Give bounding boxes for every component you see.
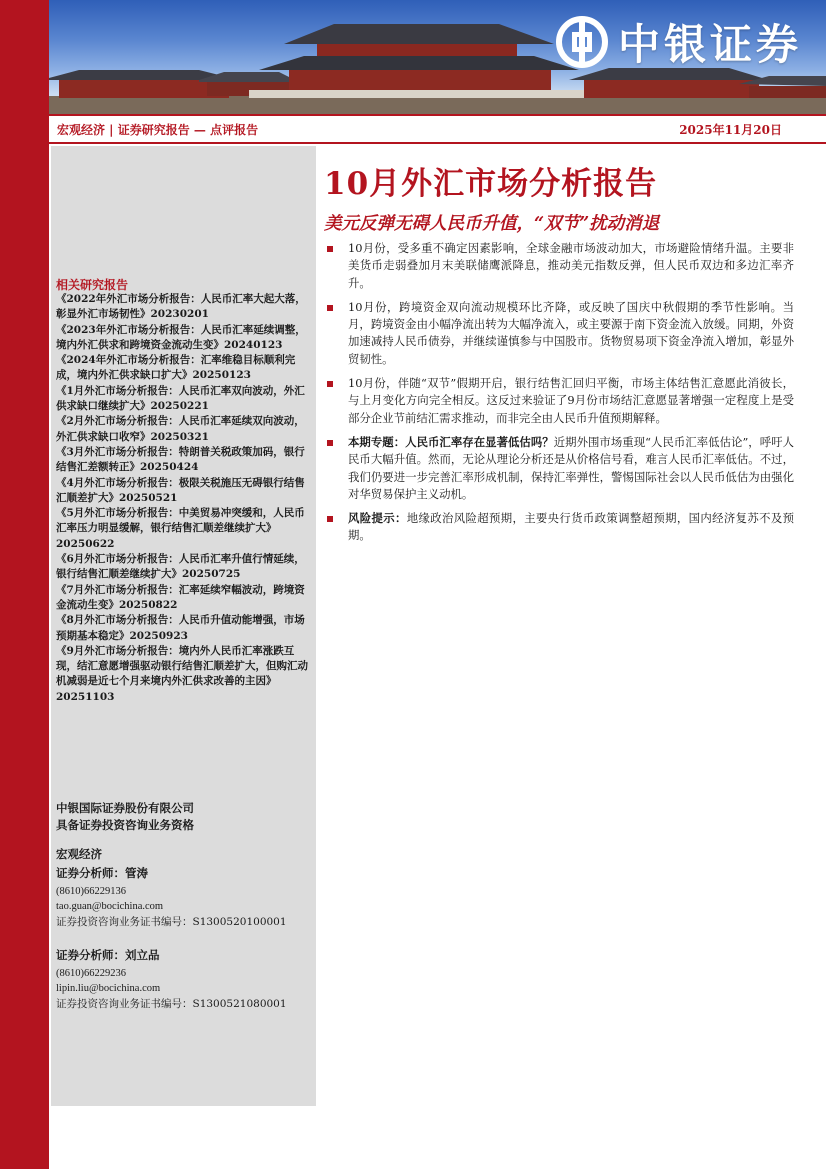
- left-accent-bar: [0, 0, 49, 1169]
- boc-logo-icon: [556, 16, 608, 68]
- bullet-square-icon: [327, 246, 333, 252]
- analyst-email[interactable]: lipin.liu@bocichina.com: [56, 983, 161, 994]
- sector-label: 宏观经济: [56, 847, 102, 861]
- key-point: [324, 299, 794, 368]
- report-title: 10月外汇市场分析报告: [324, 166, 658, 202]
- key-point: [324, 510, 794, 545]
- analyst-email[interactable]: tao.guan@bocichina.com: [56, 901, 164, 912]
- breadcrumb: 宏观经济 | 证券研究报告 — 点评报告: [57, 123, 259, 137]
- key-point: [324, 375, 794, 427]
- header-rule-top: [49, 114, 826, 116]
- key-point-text: 10月份，受多重不确定因素影响，全球金融市场波动加大，市场避险情绪升温。主要非美货币走弱叠加月末美联储鹰派降息，推动美元指数反弹，但人民币双边和多边汇率齐升。: [348, 241, 794, 290]
- key-point-text: 近期外围市场重现“人民币汇率低估论”，呼吁人民币大幅升值。然而，无论从理论分析还是从价格信号看，难言人民币汇率低估。不过，我们仍要进一步完善汇率形成机制，保持汇率弹性，警惕国际社会以人民币低估为由强化对华贸易保护主义动机。: [348, 434, 794, 501]
- related-report-item: 《1月外汇市场分析报告：人民币汇率双向波动，外汇供求缺口继续扩大》20250221: [56, 384, 305, 413]
- related-report-item: 《8月外汇市场分析报告：人民币升值动能增强，市场预期基本稳定》20250923: [56, 614, 305, 642]
- key-point-text: 地缘政治风险超预期，主要央行货币政策调整超预期，国内经济复苏不及预期。: [348, 511, 794, 543]
- company-name: 中银国际证券股份有限公司: [56, 801, 194, 815]
- related-report-item: 《2022年外汇市场分析报告：人民币汇率大起大落，彰显外汇市场韧性》20230201: [56, 293, 306, 321]
- key-point-lead: 本期专题：人民币汇率存在显著低估吗？: [348, 434, 554, 449]
- analyst-card: [56, 866, 312, 930]
- key-points-list: [324, 240, 794, 552]
- analyst-phone: (8610)66229236: [56, 967, 126, 979]
- related-report-item: 《2023年外汇市场分析报告：人民币汇率延续调整，境内外汇供求和跨境资金流动生变》20240123: [56, 323, 306, 351]
- brand-name: 中银证券: [617, 20, 802, 69]
- related-report-item: 《9月外汇市场分析报告：境内外人民币汇率涨跌互现，结汇意愿增强驱动银行结售汇顺差扩大，但购汇动机减弱是近七个月来境内外汇供求改善的主因》20251103: [56, 644, 308, 703]
- bullet-square-icon: [327, 381, 333, 387]
- bullet-square-icon: [327, 305, 333, 311]
- key-point-text: 10月份，跨境资金双向流动规模环比齐降，或反映了国庆中秋假期的季节性影响。当月，跨境资金由小幅净流出转为大幅净流入，或主要源于南下资金流入放缓。同期，外资加速减持人民币债券，并继续谨慎参与中国股市。货物贸易项下资金净流入增加，彰显外贸韧性。: [348, 299, 794, 366]
- key-point: [324, 434, 794, 503]
- related-report-item: 《4月外汇市场分析报告：极限关税施压无碍银行结售汇顺差扩大》20250521: [56, 476, 305, 504]
- analyst-cert: 证券投资咨询业务证书编号：S1300521080001: [56, 997, 287, 1010]
- related-report-item: 《2月外汇市场分析报告：人民币汇率延续双向波动，外汇供求缺口收窄》20250321: [56, 415, 305, 443]
- related-report-item: 《6月外汇市场分析报告：人民币汇率升值行情延续，银行结售汇顺差继续扩大》20250725: [56, 553, 305, 581]
- key-point-lead: 风险提示：: [348, 511, 407, 526]
- related-reports-list: [56, 292, 312, 705]
- header-rule-bottom: [49, 142, 826, 144]
- related-report-item: 《2024年外汇市场分析报告：汇率维稳目标顺利完成，境内外汇供求缺口扩大》20250123: [56, 354, 296, 382]
- key-point: [324, 240, 794, 292]
- related-report-item: 《5月外汇市场分析报告：中美贸易冲突缓和，人民币汇率压力明显缓解，银行结售汇顺差继续扩大》20250622: [56, 507, 305, 550]
- bullet-square-icon: [327, 440, 333, 446]
- company-qualification: 具备证券投资咨询业务资格: [56, 818, 194, 832]
- analyst-card: [56, 948, 312, 1012]
- related-report-item: 《7月外汇市场分析报告：汇率延续窄幅波动，跨境资金流动生变》20250822: [56, 583, 305, 611]
- analyst-cert: 证券投资咨询业务证书编号：S1300520100001: [56, 915, 287, 928]
- company-info: [56, 800, 312, 863]
- bullet-square-icon: [327, 516, 333, 522]
- analyst-phone: (8610)66229136: [56, 885, 126, 897]
- related-report-item: 《3月外汇市场分析报告：特朗普关税政策加码，银行结售汇差额转正》20250424: [56, 445, 305, 474]
- analyst-name: 证券分析师：管涛: [56, 866, 148, 880]
- key-point-text: 10月份，伴随“双节”假期开启，银行结售汇回归平衡，市场主体结售汇意愿此消彼长，与上月变化方向完全相反。这反过来验证了9月份市场结汇意愿显著增强一定程度上是受部分企业节前结汇需求推动，而非完全由人民币升值预期解释。: [348, 376, 794, 425]
- header-strip: [49, 118, 826, 142]
- brand-logo: [556, 12, 802, 72]
- report-date: 2025年11月20日: [679, 123, 782, 137]
- analyst-name: 证券分析师：刘立品: [56, 948, 160, 962]
- report-subtitle: 美元反弹无碍人民币升值，“双节”扰动消退: [324, 214, 660, 234]
- related-reports-title: 相关研究报告: [56, 278, 129, 292]
- header-banner: [49, 0, 826, 114]
